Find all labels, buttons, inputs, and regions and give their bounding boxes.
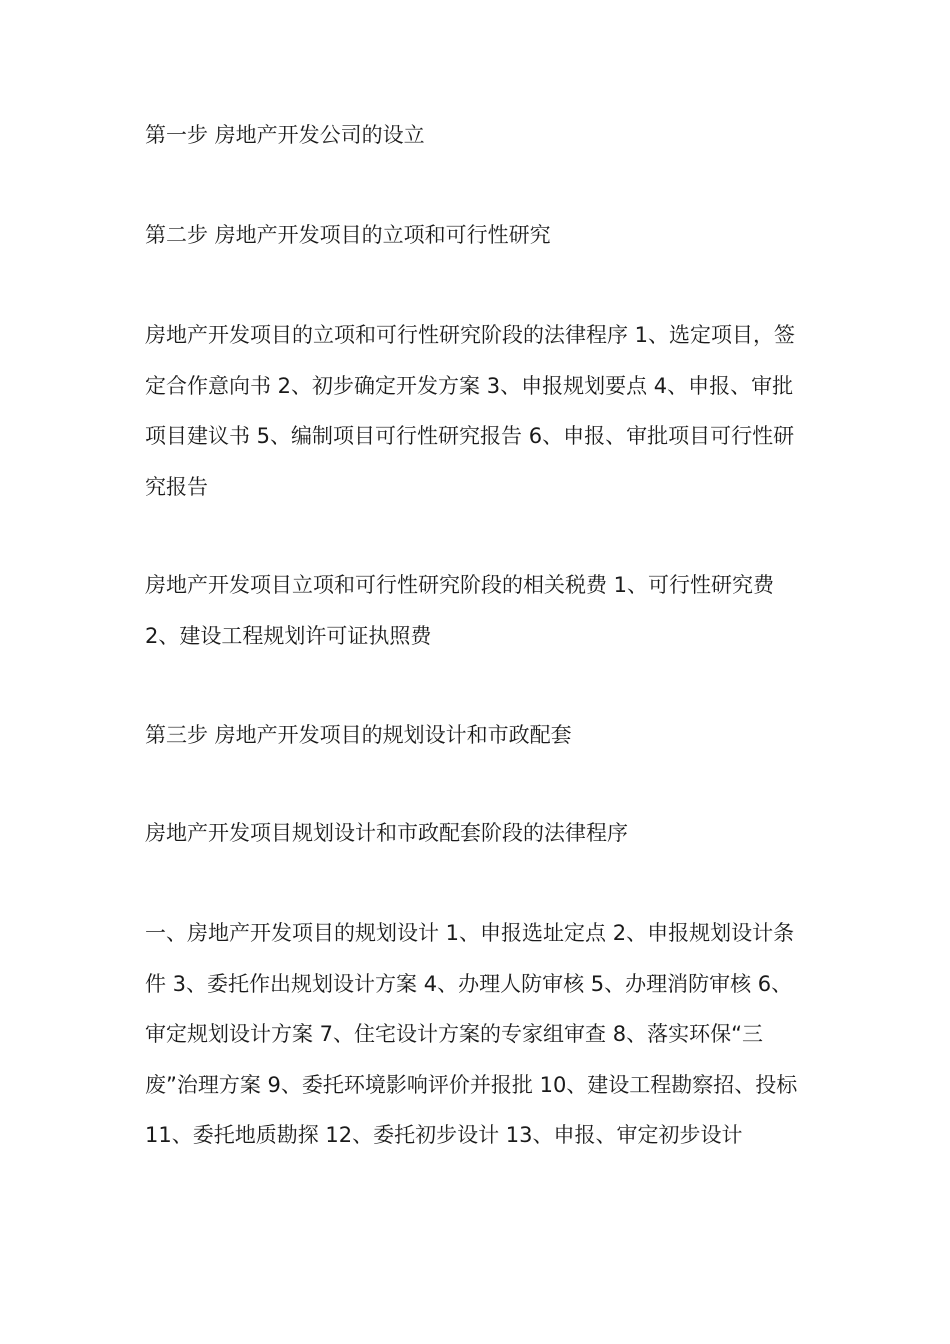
planning-design-list-paragraph: 一、房地产开发项目的规划设计 1、申报选址定点 2、申报规划设计条件 3、委托作出规划设计方案 4、办理人防审核 5、办理消防审核 6、审定规划设计方案 7、住宅设计方案的专家组审查 8、落实环保“三废”治理方案 9、委托环境影响评价并报批 10、建设工程勘察招、投标 11、委托地质勘探 12、委托初步设计 13、申报、审定初步设计 bbox=[145, 921, 798, 1147]
planning-legal-procedure-heading: 房地产开发项目规划设计和市政配套阶段的法律程序 bbox=[145, 821, 628, 845]
feasibility-legal-procedure-paragraph: 房地产开发项目的立项和可行性研究阶段的法律程序 1、选定项目，签定合作意向书 2、初步确定开发方案 3、申报规划要点 4、申报、审批项目建议书 5、编制项目可行性研究报告 6、申报、审批项目可行性研究报告 bbox=[145, 323, 796, 499]
step-two-heading: 第二步 房地产开发项目的立项和可行性研究 bbox=[145, 223, 551, 247]
feasibility-fees-paragraph: 房地产开发项目立项和可行性研究阶段的相关税费 1、可行性研究费 2、建设工程规划许可证执照费 bbox=[145, 573, 775, 648]
step-one-heading: 第一步 房地产开发公司的设立 bbox=[145, 123, 425, 147]
step-three-heading: 第三步 房地产开发项目的规划设计和市政配套 bbox=[145, 723, 572, 747]
